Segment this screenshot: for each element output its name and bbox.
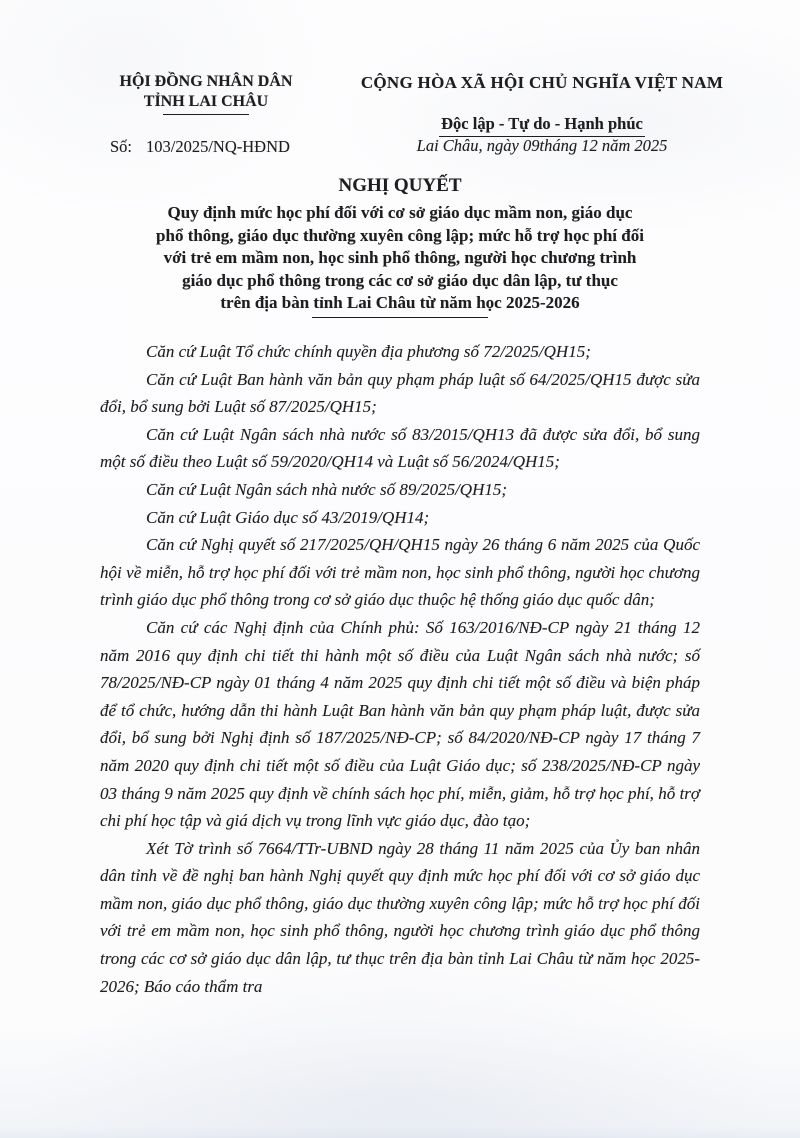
national-motto: Độc lập - Tự do - Hạnh phúc	[439, 113, 645, 137]
title-line: với trẻ em mầm non, học sinh phổ thông, người học chương trình	[163, 248, 637, 268]
body-paragraph: Căn cứ Luật Ngân sách nhà nước số 89/2025/QH15;	[146, 479, 508, 499]
issuing-authority-province: TỈNH LAI CHÂU	[143, 93, 269, 110]
body-paragraph: Căn cứ Luật Tổ chức chính quyền địa phương số 72/2025/QH15;	[146, 342, 591, 361]
issuing-authority-name: HỘI ĐỒNG NHÂN DÂN	[119, 73, 293, 90]
body-paragraph: Căn cứ Nghị quyết số 217/2025/QH/QH15 ngày 26 tháng 6 năm 2025 của Quốc hội về miễn, hỗ trợ học phí đối với trẻ mầm non, học sinh phổ thông, người học chương trình giáo dục phổ thông trong cơ sở giáo dục thuộc hệ thống giáo dục quốc dân;	[100, 535, 700, 610]
national-title: CỘNG HÒA XÃ HỘI CHỦ NGHĨA VIỆT NAM	[360, 73, 724, 92]
body-paragraph: Căn cứ Luật Ngân sách nhà nước số 83/2015/QH13 đã được sửa đổi, bổ sung một số điều theo Luật số 59/2020/QH14 và Luật số 56/2024/QH15;	[100, 424, 700, 472]
body-paragraph: Căn cứ Luật Giáo dục số 43/2019/QH14;	[146, 507, 430, 527]
title-line: trên địa bàn tỉnh Lai Châu từ năm học 2025-2026	[220, 293, 580, 313]
issuing-authority-block	[108, 72, 304, 115]
document-body	[100, 338, 700, 1000]
place-and-date: Lai Châu, ngày 09tháng 12 năm 2025	[416, 136, 668, 155]
document-title-block	[80, 202, 720, 318]
title-line: giáo dục phổ thông trong các cơ sở giáo dục dân lập, tư thục	[182, 270, 618, 290]
document-number-value: 103/2025/NQ-HĐND	[146, 137, 290, 156]
document-type-heading: NGHỊ QUYẾT	[338, 175, 462, 196]
body-paragraph: Căn cứ các Nghị định của Chính phủ: Số 163/2016/NĐ-CP ngày 21 tháng 12 năm 2016 quy định chi tiết thi hành một số điều của Luật Ngân sách nhà nước; số 78/2025/NĐ-CP ngày 01 tháng 4 năm 2025 quy định chi tiết một số điều và biện pháp để tổ chức, hướng dẫn thi hành Luật Ban hành văn bản quy phạm pháp luật, được sửa đổi, bổ sung bởi Nghị định số 187/2025/NĐ-CP; số 84/2020/NĐ-CP ngày 17 tháng 7 năm 2020 quy định chi tiết một số điều của Luật Giáo dục; số 238/2025/NĐ-CP ngày 03 tháng 9 năm 2025 quy định về chính sách học phí, miễn, giảm, hỗ trợ học phí, hỗ trợ chi phí học tập và giá dịch vụ trong lĩnh vực giáo dục, đào tạo;	[100, 617, 700, 831]
document-number-label: Số:	[110, 137, 133, 156]
body-paragraph: Căn cứ Luật Ban hành văn bản quy phạm pháp luật số 64/2025/QH15 được sửa đổi, bổ sung bởi Luật số 87/2025/QH15;	[100, 369, 700, 417]
body-paragraph: Xét Tờ trình số 7664/TTr-UBND ngày 28 tháng 11 năm 2025 của Ủy ban nhân dân tỉnh về đề nghị ban hành Nghị quyết quy định mức học phí đối với cơ sở giáo dục mầm non, giáo dục phổ thông, giáo dục thường xuyên công lập; mức hỗ trợ học phí đối với trẻ em mầm non, học sinh phổ thông, người học chương trình giáo dục phổ thông trong các cơ sở giáo dục dân lập, tư thục trên địa bàn tỉnh Lai Châu từ năm học 2025-2026; Báo cáo thẩm tra	[100, 838, 700, 996]
authority-underline	[163, 114, 249, 115]
national-header-block	[352, 72, 732, 137]
document-number-line	[110, 137, 290, 157]
title-underline	[312, 317, 488, 318]
title-line: Quy định mức học phí đối với cơ sở giáo dục mầm non, giáo dục	[167, 203, 633, 222]
title-line: phổ thông, giáo dục thường xuyên công lập; mức hỗ trợ học phí đối	[156, 225, 644, 245]
